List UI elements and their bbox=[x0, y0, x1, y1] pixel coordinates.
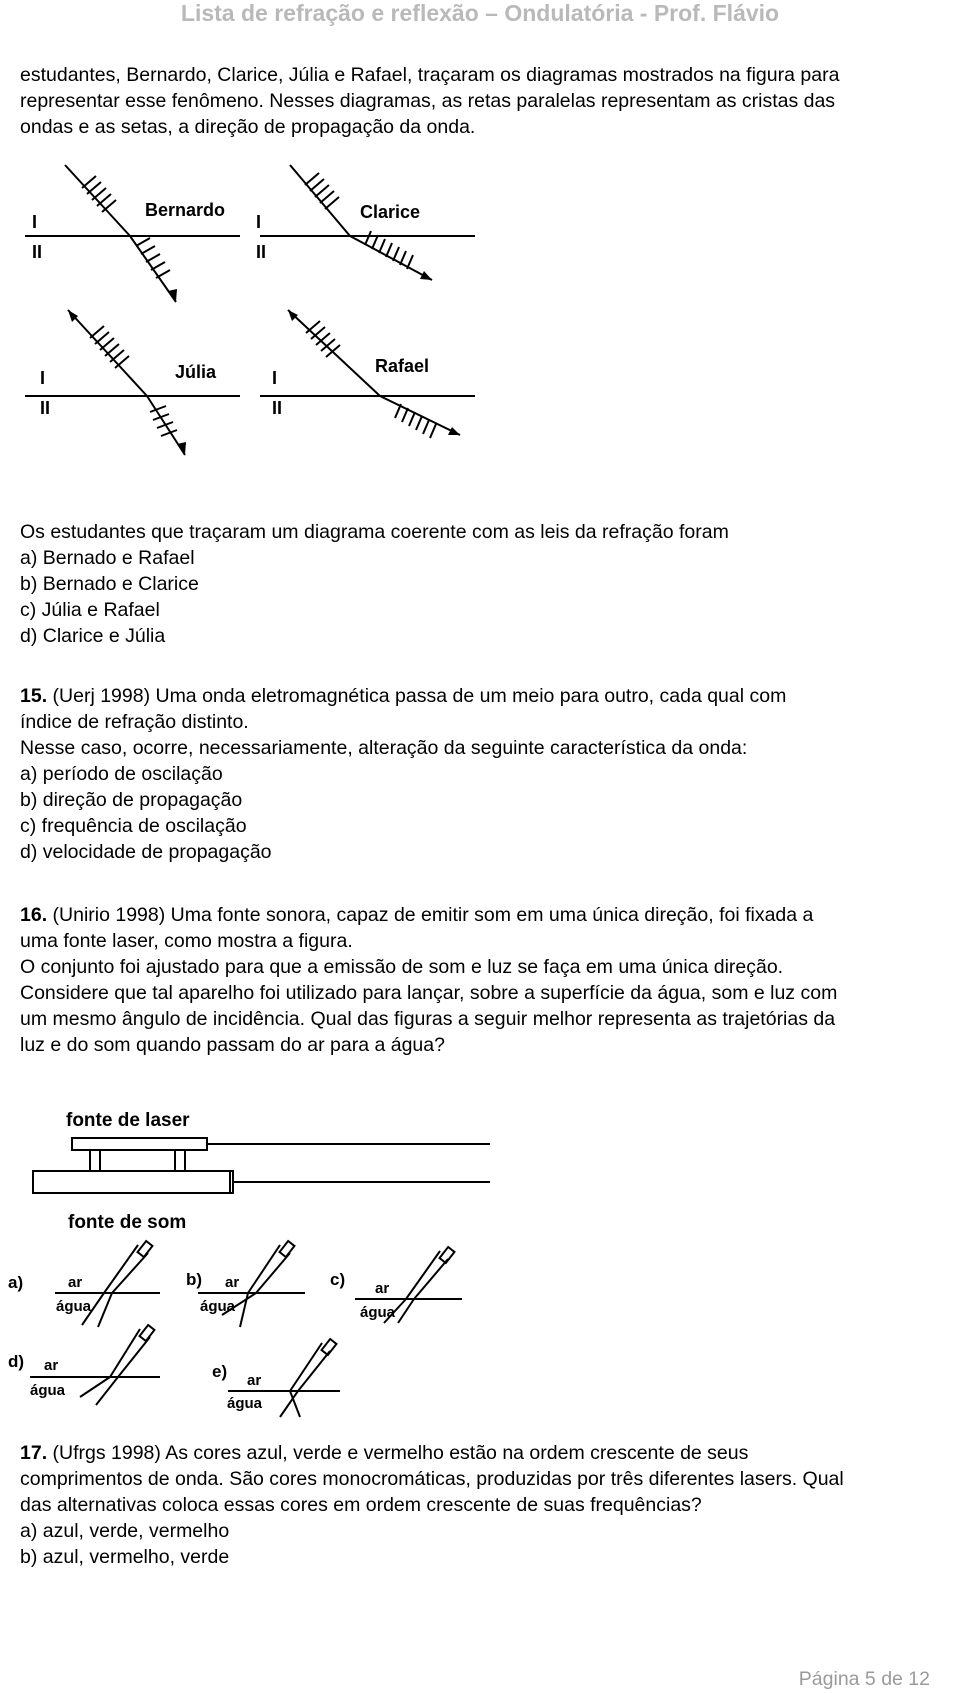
question-text: (Uerj 1998) Uma onda eletromagnética passa de um meio para outro, cada qual com bbox=[47, 685, 787, 707]
option: a) período de oscilação bbox=[20, 763, 223, 785]
option-b-label: b) bbox=[186, 1270, 203, 1289]
diagram-name-bernardo: Bernardo bbox=[145, 200, 226, 220]
refraction-diagrams-figure bbox=[0, 150, 480, 470]
water-label: água bbox=[360, 1304, 396, 1321]
diagram-name-rafael: Rafael bbox=[375, 356, 430, 376]
medium-label: II bbox=[40, 398, 51, 418]
question-17 bbox=[20, 1440, 940, 1570]
question-15 bbox=[20, 683, 940, 865]
option: b) Bernado e Clarice bbox=[20, 573, 199, 595]
question-14 bbox=[20, 519, 940, 649]
question-text: Considere que tal aparelho foi utilizado para lançar, sobre a superfície da água, som e luz com bbox=[20, 982, 838, 1004]
option-a-label: a) bbox=[8, 1273, 24, 1292]
question-text: luz e do som quando passam do ar para a água? bbox=[20, 1034, 445, 1056]
option: b) azul, vermelho, verde bbox=[20, 1546, 230, 1568]
question-text: (Ufrgs 1998) As cores azul, verde e vermelho estão na ordem crescente de seus bbox=[47, 1442, 749, 1464]
intro-line: representar esse fenômeno. Nesses diagramas, as retas paralelas representam as cristas das bbox=[20, 90, 836, 112]
air-label: ar bbox=[225, 1274, 240, 1291]
water-label: água bbox=[56, 1298, 92, 1315]
air-label: ar bbox=[375, 1280, 390, 1297]
option-e-label: e) bbox=[212, 1362, 228, 1381]
air-label: ar bbox=[44, 1357, 59, 1374]
laser-source-device bbox=[72, 1138, 207, 1150]
option-c-label: c) bbox=[330, 1270, 346, 1289]
question-number: 15. bbox=[20, 685, 48, 707]
question-text: comprimentos de onda. São cores monocromáticas, produzidas por três diferentes lasers. Qual bbox=[20, 1468, 844, 1490]
question-text: uma fonte laser, como mostra a figura. bbox=[20, 930, 353, 952]
option: b) direção de propagação bbox=[20, 789, 243, 811]
sound-source-label: fonte de som bbox=[68, 1212, 187, 1233]
option: a) azul, verde, vermelho bbox=[20, 1520, 230, 1542]
diagram-name-clarice: Clarice bbox=[360, 202, 421, 222]
intro-line: ondas e as setas, a direção de propagação da onda. bbox=[20, 116, 476, 138]
question-number: 17. bbox=[20, 1442, 48, 1464]
question-text: um mesmo ângulo de incidência. Qual das figuras a seguir melhor representa as trajetórias da bbox=[20, 1008, 836, 1030]
question-16 bbox=[20, 902, 940, 1058]
laser-source-label: fonte de laser bbox=[66, 1110, 190, 1131]
question-stem: Os estudantes que traçaram um diagrama coerente com as leis da refração foram bbox=[20, 521, 729, 543]
medium-label: I bbox=[256, 212, 262, 232]
medium-label: II bbox=[32, 242, 43, 262]
intro-line: estudantes, Bernardo, Clarice, Júlia e Rafael, traçaram os diagramas mostrados na figura para bbox=[20, 64, 840, 86]
question-text: índice de refração distinto. bbox=[20, 711, 249, 733]
water-label: água bbox=[200, 1298, 236, 1315]
intro-paragraph bbox=[20, 62, 940, 140]
question-number: 16. bbox=[20, 904, 48, 926]
question-text: das alternativas coloca essas cores em ordem crescente de suas frequências? bbox=[20, 1494, 702, 1516]
medium-label: II bbox=[272, 398, 283, 418]
laser-sound-figure bbox=[0, 1105, 520, 1420]
question-text: Nesse caso, ocorre, necessariamente, alteração da seguinte característica da onda: bbox=[20, 737, 748, 759]
medium-label: II bbox=[256, 242, 267, 262]
medium-label: I bbox=[40, 368, 46, 388]
water-label: água bbox=[227, 1395, 263, 1412]
option: a) Bernado e Rafael bbox=[20, 547, 195, 569]
water-label: água bbox=[30, 1382, 66, 1399]
option-d-label: d) bbox=[8, 1352, 25, 1371]
option: d) velocidade de propagação bbox=[20, 841, 272, 863]
sound-source-device bbox=[33, 1171, 233, 1193]
medium-label: I bbox=[32, 212, 38, 232]
question-text: (Unirio 1998) Uma fonte sonora, capaz de emitir som em uma única direção, foi fixada a bbox=[47, 904, 814, 926]
question-text: O conjunto foi ajustado para que a emissão de som e luz se faça em uma única direção. bbox=[20, 956, 784, 978]
option: c) Júlia e Rafael bbox=[20, 599, 160, 621]
option: c) frequência de oscilação bbox=[20, 815, 247, 837]
page-header-title: Lista de refração e reflexão – Ondulatória - Prof. Flávio bbox=[180, 0, 780, 26]
diagram-name-julia: Júlia bbox=[175, 362, 217, 382]
air-label: ar bbox=[247, 1372, 262, 1389]
medium-label: I bbox=[272, 368, 278, 388]
option: d) Clarice e Júlia bbox=[20, 625, 166, 647]
page-number: Página 5 de 12 bbox=[798, 1668, 930, 1690]
air-label: ar bbox=[68, 1274, 83, 1291]
